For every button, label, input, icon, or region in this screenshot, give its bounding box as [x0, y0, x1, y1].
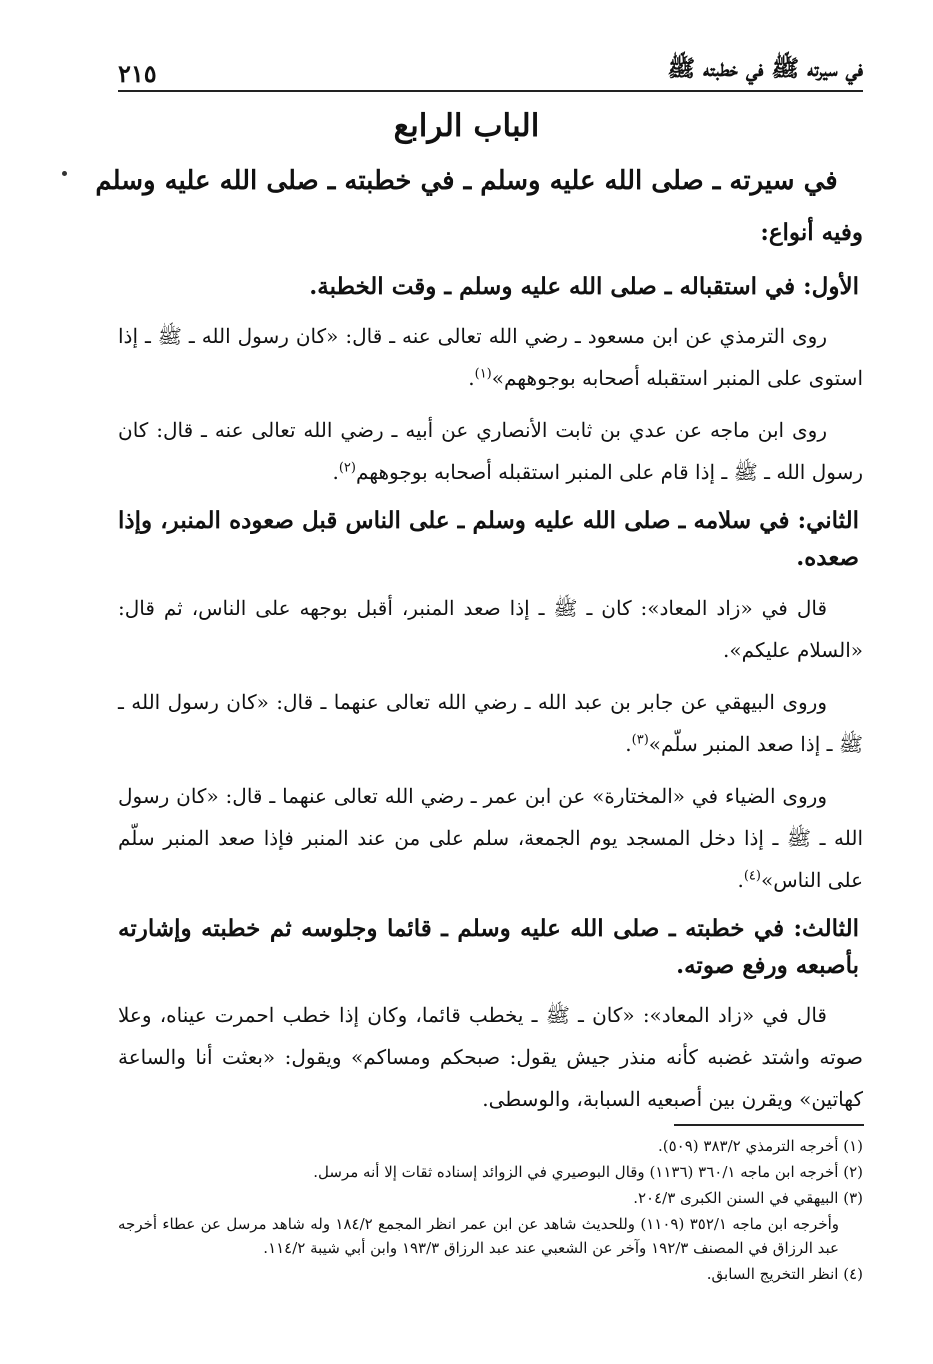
footnote-3-continuation: وأخرجه ابن ماجه ٣٥٢/١ (١١٠٩) وللحديث شاهد عن ابن عمر انظر المجمع ١٨٤/٢ وله شاهد مرسل عن عطاء أخرجه عبد الرزاق في المصنف ١٩٢/٣ وآخر عن الشعبي عند عبد الرزاق ١٩٣/٣ وابن أبي شيبة ١١٤/٢. [118, 1215, 840, 1257]
intro-line: وفيه أنواع: [760, 219, 863, 246]
footnotes [118, 1134, 863, 1288]
chapter-title: الباب الرابع [393, 108, 540, 144]
footnote-3: (٣) البيهقي في السنن الكبرى ٢٠٤/٣. [633, 1189, 863, 1207]
footnote-1: (١) أخرجه الترمذي ٣٨٣/٢ (٥٠٩). [657, 1137, 863, 1155]
print-speck [62, 171, 67, 176]
footnote-ref: (٢) [338, 460, 356, 476]
section-heading: الثاني: في سلامه ـ صلى الله عليه وسلم ـ على الناس قبل صعوده المنبر، وإذا صعده. [118, 507, 859, 572]
footnote-ref: (٣) [631, 732, 649, 748]
paragraph-text: قال في «زاد المعاد»: كان ـ ﷺ ـ إذا صعد المنبر، أقبل بوجهه على الناس، ثم قال: «السلام عليكم». [118, 595, 863, 662]
paragraph [118, 587, 863, 671]
footnote-ref: (١) [474, 366, 492, 382]
page-number: ٢١٥ [118, 59, 157, 88]
paragraph-tail: . [737, 867, 744, 892]
footnote-4: (٤) انظر التخريج السابق. [706, 1265, 863, 1283]
section-third [118, 911, 863, 1121]
main-body [118, 216, 863, 1130]
paragraph [118, 775, 863, 901]
paragraph-text: وروى الضياء في «المختارة» عن ابن عمر ـ رضي الله تعالى عنهما ـ قال: «كان رسول الله ـ ﷺ ـ إذا دخل المسجد يوم الجمعة، سلم على من عند المنبر فإذا صعد المنبر سلّم على الناس» [118, 783, 863, 892]
running-header [118, 44, 863, 92]
paragraph-text: قال في «زاد المعاد»: «كان ـ ﷺ ـ يخطب قائما، وكان إذا خطب احمرت عيناه، وعلا صوته واشتد غضبه كأنه منذر جيش يقول: صبحكم ومساكم» ويقول: «بعثت أنا والساعة كهاتين» ويقرن بين أصبعيه السبابة، والوسطى. [118, 1003, 863, 1112]
section-heading: الثالث: في خطبته ـ صلى الله عليه وسلم ـ قائما وجلوسه ثم خطبته وإشارته بأصبعه ورفع صوته. [118, 914, 859, 979]
footnote-ref: (٤) [743, 868, 761, 884]
section-first [118, 269, 863, 494]
paragraph-tail: . [468, 366, 475, 391]
paragraph [118, 409, 863, 493]
paragraph-tail: . [625, 731, 632, 756]
footnote-2: (٢) أخرجه ابن ماجه ٣٦٠/١ (١١٣٦) وقال البوصيري في الزوائد إسناده ثقات إلا أنه مرسل. [313, 1163, 863, 1181]
paragraph-text: روى ابن ماجه عن عدي بن ثابت الأنصاري عن أبيه ـ رضي الله تعالى عنه ـ قال: كان رسول الله ـ ﷺ ـ إذا قام على المنبر استقبله أصحابه بوجوههم [118, 418, 863, 485]
footnote-separator [674, 1124, 864, 1126]
section-second [118, 503, 863, 901]
paragraph [118, 994, 863, 1120]
chapter-subtitle: في سيرته ـ صلى الله عليه وسلم ـ في خطبته ـ صلى الله عليه وسلم [95, 166, 838, 196]
paragraph-text: وروى البيهقي عن جابر بن عبد الله ـ رضي الله تعالى عنهما ـ قال: «كان رسول الله ـ ﷺ ـ إذا صعد المنبر سلّم» [118, 689, 863, 756]
paragraph-text: روى الترمذي عن ابن مسعود ـ رضي الله تعالى عنه ـ قال: «كان رسول الله ـ ﷺ ـ إذا استوى على المنبر استقبله أصحابه بوجوههم» [118, 324, 863, 391]
running-title: في سيرته ﷺ في خطبته ﷺ [667, 55, 863, 82]
paragraph [118, 315, 863, 399]
paragraph [118, 681, 863, 765]
paragraph-tail: . [332, 460, 339, 485]
section-heading: الأول: في استقباله ـ صلى الله عليه وسلم ـ وقت الخطبة. [309, 272, 859, 300]
